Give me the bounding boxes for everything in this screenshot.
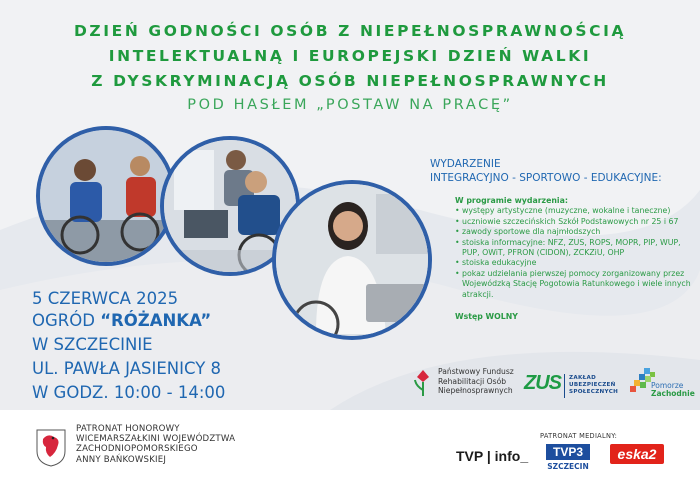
zus-divider bbox=[564, 374, 565, 398]
patron-line-2: WICEMARSZAŁKINI WOJEWÓDZTWA bbox=[76, 434, 236, 445]
program-item: • występy artystyczne (muzyczne, wokalne i taneczne) bbox=[455, 206, 695, 216]
event-date: 5 CZERWCA 2025 bbox=[32, 289, 179, 308]
event-type-line-2: INTEGRACYJNO - SPORTOWO - EDUKACYJNE: bbox=[430, 172, 662, 184]
pfron-line-2: Rehabilitacji Osób bbox=[438, 376, 507, 386]
photo-circle-sports bbox=[36, 126, 176, 266]
pfron-tulip-icon bbox=[412, 368, 434, 398]
event-type-line-1: WYDARZENIE bbox=[430, 158, 501, 170]
program-item: • stoiska informacyjne: NFZ, ZUS, ROPS, MOPR, PIP, WUP, PUP, OWiT, PFRON (CIDON), ZCKZiU, OHP bbox=[455, 238, 695, 259]
tvp3-logo: TVP3 bbox=[546, 444, 590, 460]
place-prefix: OGRÓD bbox=[32, 311, 101, 330]
photo-circle-woman-laptop bbox=[272, 180, 432, 340]
zus-mark: ZUS bbox=[524, 372, 561, 394]
tvp3-city: SZCZECIN bbox=[547, 462, 589, 471]
program-item: • stoiska edukacyjne bbox=[455, 258, 695, 268]
eska2-logo: eska2 bbox=[610, 444, 664, 464]
event-place bbox=[32, 310, 211, 331]
program-item: • uczniowie szczecińskich Szkół Podstawowych nr 25 i 67 bbox=[455, 217, 695, 227]
pfron-logo bbox=[412, 366, 524, 406]
coat-of-arms-icon bbox=[36, 429, 66, 467]
zus-line-2: UBEZPIECZEŃ bbox=[569, 382, 616, 388]
pfron-line-3: Niepełnosprawnych bbox=[438, 386, 513, 396]
subtitle: POD HASŁEM „POSTAW NA PRACĘ” bbox=[187, 97, 513, 113]
patron-line-1: PATRONAT HONOROWY bbox=[76, 424, 180, 434]
pomorze-line-1: Pomorze bbox=[651, 381, 684, 390]
patron-line-4: ANNY BAŃKOWSKIEJ bbox=[76, 454, 167, 465]
pomorze-line-2: Zachodnie bbox=[651, 389, 695, 398]
program-item: • zawody sportowe dla najmłodszych bbox=[455, 227, 695, 237]
program-list bbox=[455, 206, 695, 300]
free-entry: Wstęp WOLNY bbox=[455, 312, 518, 322]
footer bbox=[0, 410, 700, 486]
pomorze-zachodnie-logo bbox=[630, 366, 695, 406]
tvp-info-logo: TVP | info_ bbox=[456, 448, 529, 464]
program-box bbox=[455, 196, 695, 322]
event-city: W SZCZECINIE bbox=[32, 335, 153, 354]
media-patron-label: PATRONAT MEDIALNY: bbox=[540, 432, 618, 440]
title-line-3: Z DYSKRYMINACJĄ OSÓB NIEPEŁNOSPRAWNYCH bbox=[91, 72, 609, 90]
program-item: • pokaz udzielania pierwszej pomocy zorganizowany przez Wojewódzką Stację Pogotowia Ratunkowego i wiele innych atrakcji. bbox=[455, 269, 695, 300]
pfron-line-1: Państwowy Fundusz bbox=[438, 367, 514, 376]
event-street: UL. PAWŁA JASIENICY 8 bbox=[32, 359, 222, 378]
zus-line-1: ZAKŁAD bbox=[569, 375, 597, 381]
honorary-patron bbox=[76, 424, 235, 465]
place-name: “RÓŻANKA” bbox=[100, 311, 212, 330]
title-line-2: INTELEKTUALNĄ I EUROPEJSKI DZIEŃ WALKI bbox=[108, 47, 592, 65]
title-line-1: DZIEŃ GODNOŚCI OSÓB Z NIEPEŁNOSPRAWNOŚCIĄ bbox=[73, 22, 627, 40]
program-heading: W programie wydarzenia: bbox=[455, 196, 568, 205]
patron-line-3: ZACHODNIOPOMORSKIEGO bbox=[76, 444, 198, 455]
zus-line-3: SPOŁECZNYCH bbox=[569, 389, 619, 395]
zus-logo bbox=[524, 372, 619, 402]
event-hours: W GODZ. 10:00 - 14:00 bbox=[32, 383, 226, 402]
